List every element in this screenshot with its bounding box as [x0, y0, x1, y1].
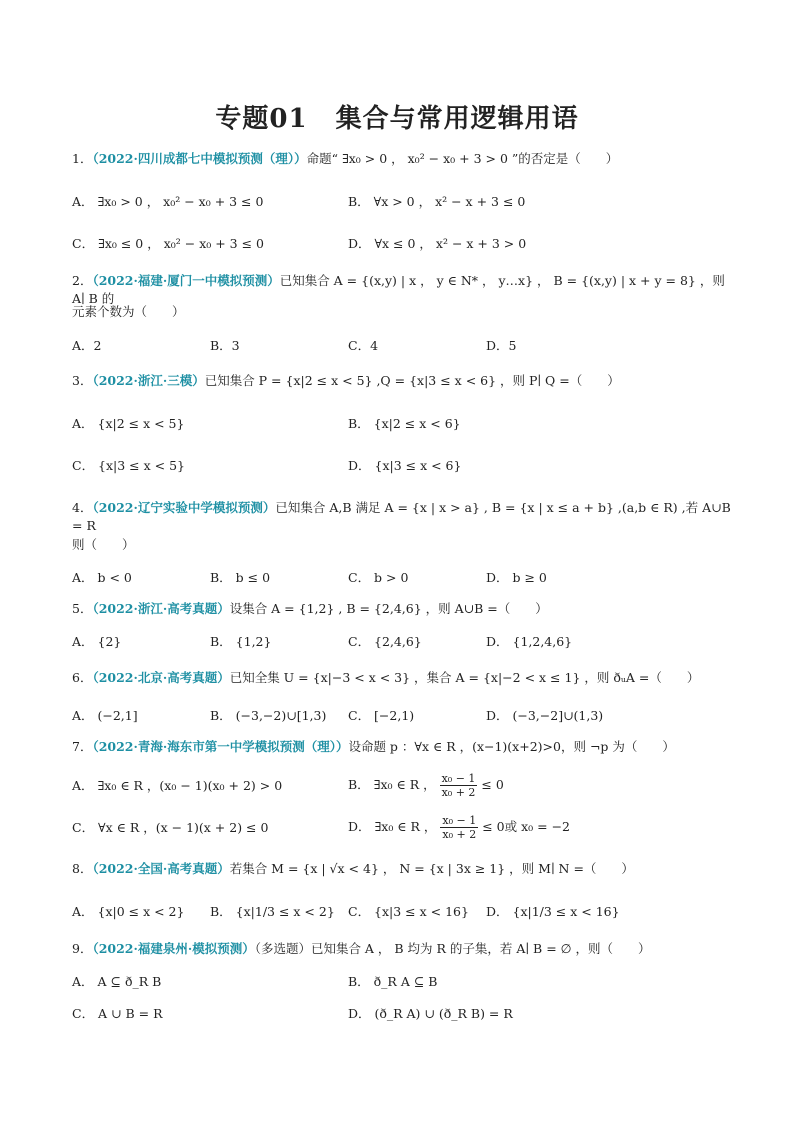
question-stem: 已知集合 A = {(x,y) | x ， y ∈ N* ， y…x} ， B = {(x,y) | x + y = 8} ，则 A∣ B 的: [72, 273, 725, 306]
option-b: B． ∀x > 0 ， x² − x + 3 ≤ 0: [348, 194, 526, 209]
question-stem: 设集合 A = {1,2} , B = {2,4,6} ，则 A∪B =（ ）: [229, 601, 548, 616]
option-a: A． ∃x₀ ∈ R ，(x₀ − 1)(x₀ + 2) > 0: [72, 778, 283, 793]
question-source: （2022·青海·海东市第一中学模拟预测（理））: [92, 739, 349, 754]
options-2: [72, 336, 732, 356]
title-text: 集合与常用逻辑用语: [335, 104, 579, 134]
option-b: B． ∃x₀ ∈ R ， $\frac{\text{x₀ − 1}}{\text{x₀ + 2}}$ ≤ 0: [348, 772, 504, 799]
question-1: 1．（2022·四川成都七中模拟预测（理））命题“ ∃x₀ > 0 ， x₀² − x₀ + 3 > 0 ”的否定是（ ）: [72, 151, 619, 166]
option-d: D． {1,2,4,6}: [486, 634, 573, 649]
question-4-cont: 则（ ）: [72, 537, 135, 552]
question-stem: 命题“ ∃x₀ > 0 ， x₀² − x₀ + 3 > 0 ”的否定是（ ）: [306, 151, 619, 166]
options-5: [72, 632, 732, 652]
options-1b: [72, 234, 732, 254]
question-source: （2022·四川成都七中模拟预测（理））: [92, 151, 307, 166]
option-a: A． A ⊆ ð_R B: [72, 974, 162, 989]
option-d: D． (ð_R A) ∪ (ð_R B) = R: [348, 1006, 513, 1021]
option-c: C． {x|3 ≤ x < 16}: [348, 904, 469, 919]
option-d: D．5: [486, 338, 517, 353]
option-b: B． ð_R A ⊆ B: [348, 974, 438, 989]
option-b: B． {x|1/3 ≤ x < 2}: [210, 904, 335, 919]
page-title: [0, 98, 794, 135]
option-a: A． {2}: [72, 634, 122, 649]
option-c: C． {x|3 ≤ x < 5}: [72, 458, 186, 473]
option-c: C．4: [348, 338, 379, 353]
options-9: [72, 972, 732, 992]
fraction: $\frac{\text{x₀ − 1}}{\text{x₀ + 2}}$: [441, 772, 476, 799]
question-2-cont: 元素个数为（ ）: [72, 304, 185, 319]
question-9: 9．（2022·福建泉州·模拟预测）（多选题）已知集合 A ， B 均为 R 的子集，若 A∣ B = ∅ ，则（ ）: [72, 941, 651, 956]
options-7b: [72, 814, 732, 846]
question-stem: 已知集合 A,B 满足 A = {x | x > a} , B = {x | x ≤ a + b} ,(a,b ∈ R) ,若 A∪B = R: [72, 500, 731, 533]
question-5: 5．（2022·浙江·高考真题）设集合 A = {1,2} , B = {2,4,6} ，则 A∪B =（ ）: [72, 601, 548, 616]
option-a: A． ∃x₀ > 0 ， x₀² − x₀ + 3 ≤ 0: [72, 194, 264, 209]
question-source: （2022·北京·高考真题）: [92, 670, 230, 685]
options-6: [72, 706, 732, 726]
option-b: B． {x|2 ≤ x < 6}: [348, 416, 461, 431]
question-3: 3．（2022·浙江·三模）已知集合 P = {x|2 ≤ x < 5} ,Q = {x|3 ≤ x < 6} ，则 P∣ Q =（ ）: [72, 373, 620, 388]
option-d: D． b ≥ 0: [486, 570, 547, 585]
question-stem: 设命题 p ：∀x ∈ R ，(x−1)(x+2)>0，则 ¬p 为（ ）: [348, 739, 675, 754]
option-a: A． {x|2 ≤ x < 5}: [72, 416, 185, 431]
option-d: D． ∀x ≤ 0 ， x² − x + 3 > 0: [348, 236, 527, 251]
option-c: C． A ∪ B = R: [72, 1006, 163, 1021]
option-c: C． ∃x₀ ≤ 0 ， x₀² − x₀ + 3 ≤ 0: [72, 236, 264, 251]
option-c: C． {2,4,6}: [348, 634, 422, 649]
option-d: D． (−3,−2]∪(1,3): [486, 708, 604, 723]
question-6: 6．（2022·北京·高考真题）已知全集 U = {x|−3 < x < 3} ，集合 A = {x|−2 < x ≤ 1} ，则 ðᵤA =（ ）: [72, 670, 700, 685]
options-8: [72, 902, 732, 922]
options-4: [72, 568, 732, 588]
option-b: B． (−3,−2)∪[1,3): [210, 708, 327, 723]
question-7: 7．（2022·青海·海东市第一中学模拟预测（理））设命题 p ：∀x ∈ R ，(x−1)(x+2)>0，则 ¬p 为（ ）: [72, 739, 675, 754]
options-1: [72, 192, 732, 212]
option-c: C． [−2,1): [348, 708, 415, 723]
options-7: [72, 772, 732, 804]
option-d: D． {x|1/3 ≤ x < 16}: [486, 904, 620, 919]
question-stem: 已知全集 U = {x|−3 < x < 3} ，集合 A = {x|−2 < x ≤ 1} ，则 ðᵤA =（ ）: [229, 670, 700, 685]
question-source: （2022·全国·高考真题）: [92, 861, 230, 876]
option-d: D． ∃x₀ ∈ R ， $\frac{\text{x₀ − 1}}{\text{x₀ + 2}}$ ≤ 0或 x₀ = −2: [348, 814, 570, 841]
option-a: A． b < 0: [72, 570, 132, 585]
question-2: 2．（2022·福建·厦门一中模拟预测）已知集合 A = {(x,y) | x ， y ∈ N* ， y…x} ， B = {(x,y) | x + y = 8} ，则 A∣ B 的: [72, 273, 725, 306]
option-c: C． b > 0: [348, 570, 409, 585]
title-number: 专题01: [215, 104, 308, 134]
option-a: A．2: [72, 338, 102, 353]
question-8: 8．（2022·全国·高考真题）若集合 M = {x | √x < 4} ， N = {x | 3x ≥ 1} ，则 M∣ N =（ ）: [72, 861, 634, 876]
option-b: B． b ≤ 0: [210, 570, 271, 585]
question-source: （2022·浙江·高考真题）: [92, 601, 230, 616]
option-d: D． {x|3 ≤ x < 6}: [348, 458, 462, 473]
question-4: 4．（2022·辽宁实验中学模拟预测）已知集合 A,B 满足 A = {x | x > a} , B = {x | x ≤ a + b} ,(a,b ∈ R) ,若 A∪B = R: [72, 500, 731, 533]
options-3: [72, 414, 732, 434]
option-b: B． {1,2}: [210, 634, 272, 649]
question-source: （2022·浙江·三模）: [92, 373, 205, 388]
question-stem: 若集合 M = {x | √x < 4} ， N = {x | 3x ≥ 1} ，则 M∣ N =（ ）: [229, 861, 634, 876]
option-a: A． {x|0 ≤ x < 2}: [72, 904, 185, 919]
question-stem: 已知集合 P = {x|2 ≤ x < 5} ,Q = {x|3 ≤ x < 6} ，则 P∣ Q =（ ）: [204, 373, 620, 388]
fraction: $\frac{\text{x₀ − 1}}{\text{x₀ + 2}}$: [442, 814, 477, 841]
question-source: （2022·辽宁实验中学模拟预测）: [92, 500, 276, 515]
question-stem: （多选题）已知集合 A ， B 均为 R 的子集，若 A∣ B = ∅ ，则（ ）: [254, 941, 651, 956]
option-c: C． ∀x ∈ R ，(x − 1)(x + 2) ≤ 0: [72, 820, 269, 835]
question-source: （2022·福建·厦门一中模拟预测）: [92, 273, 280, 288]
options-3b: [72, 456, 732, 476]
options-9b: [72, 1004, 732, 1024]
option-b: B．3: [210, 338, 240, 353]
question-source: （2022·福建泉州·模拟预测）: [92, 941, 255, 956]
option-a: A． (−2,1]: [72, 708, 138, 723]
